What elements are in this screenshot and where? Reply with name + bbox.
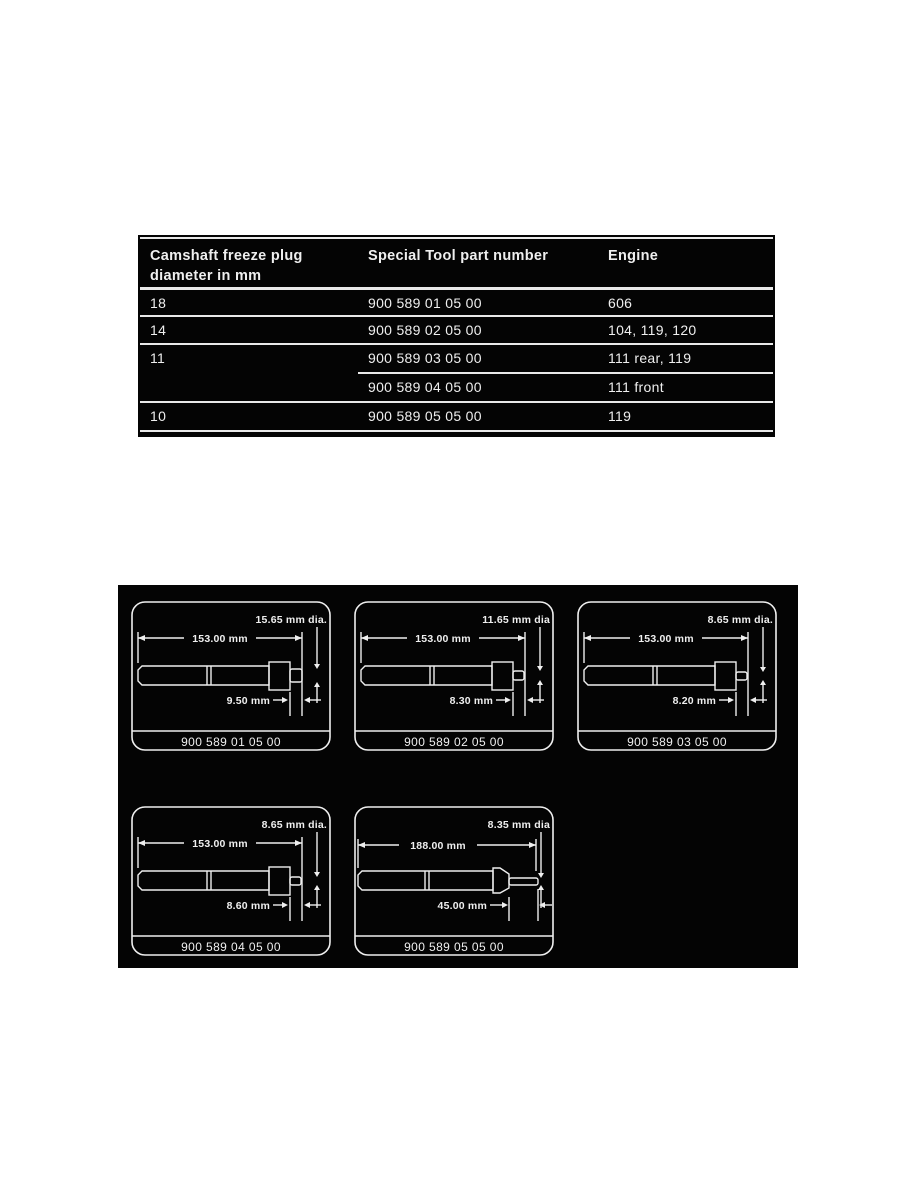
length-dimension: [361, 632, 525, 716]
tool-card-svg: [130, 805, 332, 957]
tool-card-svg: [353, 600, 555, 752]
tool-card: [353, 600, 555, 752]
tool-card: [353, 805, 555, 957]
cell-engine: 104, 119, 120: [608, 322, 697, 338]
header-diameter: [150, 246, 303, 286]
diameter-dimension-label: 11.65 mm dia: [482, 614, 550, 626]
tool-outline-drawing: [138, 662, 302, 690]
header-part-number: Special Tool part number: [368, 248, 549, 264]
cell-part-number: 900 589 02 05 00: [368, 322, 482, 338]
tool-outline-drawing: [361, 662, 524, 690]
tip-dimension-label: 8.60 mm: [226, 900, 270, 912]
diameter-dimension: [538, 832, 544, 908]
tool-outline-drawing: [358, 868, 538, 893]
header-engine: Engine: [608, 248, 659, 264]
tool-card: [576, 600, 778, 752]
tool-outline-drawing: [138, 867, 301, 895]
length-dimension-label: 188.00 mm: [410, 840, 466, 852]
cell-engine: 111 front: [608, 379, 664, 395]
header-diameter-line1: Camshaft freeze plug: [150, 248, 303, 264]
cell-part-number: 900 589 03 05 00: [368, 349, 482, 366]
tool-outline-drawing: [584, 662, 747, 690]
diameter-dimension: [314, 832, 320, 908]
cell-diameter: 14: [150, 322, 167, 338]
length-dimension: [584, 632, 748, 716]
length-dimension-label: 153.00 mm: [192, 838, 248, 850]
tool-card-svg: [576, 600, 778, 752]
cell-diameter: 10: [150, 408, 167, 424]
cell-engine: 606: [608, 294, 633, 311]
table-header-row: [138, 239, 775, 287]
freeze-plug-spec-table: [138, 235, 775, 437]
diameter-dimension: [314, 627, 320, 703]
tool-diagram-panel: [118, 585, 798, 968]
tool-card: [130, 805, 332, 957]
cell-part-number: 900 589 01 05 00: [368, 294, 482, 311]
table-bottom-rule: [140, 430, 773, 432]
tip-dimension: [227, 692, 321, 716]
diameter-dimension: [537, 627, 543, 703]
table-row: [138, 317, 775, 343]
cell-diameter: 18: [150, 294, 167, 311]
length-dimension: [358, 839, 536, 871]
length-dimension-label: 153.00 mm: [638, 633, 694, 645]
table-row: [138, 374, 775, 400]
diameter-dimension-label: 8.65 mm dia.: [707, 614, 773, 626]
cell-engine: 119: [608, 408, 632, 424]
length-dimension-label: 153.00 mm: [192, 633, 248, 645]
part-number-caption: 900 589 03 05 00: [627, 735, 727, 749]
tip-dimension: [450, 692, 544, 716]
diameter-dimension-label: 8.65 mm dia.: [261, 819, 327, 831]
header-diameter-line2: diameter in mm: [150, 268, 262, 284]
tip-dimension: [438, 889, 552, 921]
cell-engine: 111 rear, 119: [608, 349, 692, 366]
tip-dimension-label: 8.20 mm: [672, 695, 716, 707]
table-row: [138, 345, 775, 370]
tool-card: [130, 600, 332, 752]
length-dimension: [138, 837, 302, 921]
diameter-dimension-label: 8.35 mm dia: [487, 819, 550, 831]
cell-part-number: 900 589 04 05 00: [368, 379, 482, 395]
tip-dimension: [227, 897, 321, 921]
length-dimension-label: 153.00 mm: [415, 633, 471, 645]
cell-diameter: 11: [150, 349, 166, 366]
table-row: [138, 290, 775, 315]
diameter-dimension-label: 15.65 mm dia.: [255, 614, 327, 626]
tip-dimension-label: 9.50 mm: [226, 695, 270, 707]
tip-dimension-label: 45.00 mm: [437, 900, 487, 912]
tip-dimension-label: 8.30 mm: [449, 695, 493, 707]
part-number-caption: 900 589 01 05 00: [181, 735, 281, 749]
part-number-caption: 900 589 02 05 00: [404, 735, 504, 749]
table-row: [138, 403, 775, 429]
tip-dimension: [673, 692, 767, 716]
tool-card-svg: [130, 600, 332, 752]
cell-part-number: 900 589 05 05 00: [368, 408, 482, 424]
diameter-dimension: [760, 627, 766, 703]
part-number-caption: 900 589 04 05 00: [181, 940, 281, 954]
length-dimension: [138, 632, 302, 716]
tool-card-svg: [353, 805, 555, 957]
part-number-caption: 900 589 05 05 00: [404, 940, 504, 954]
